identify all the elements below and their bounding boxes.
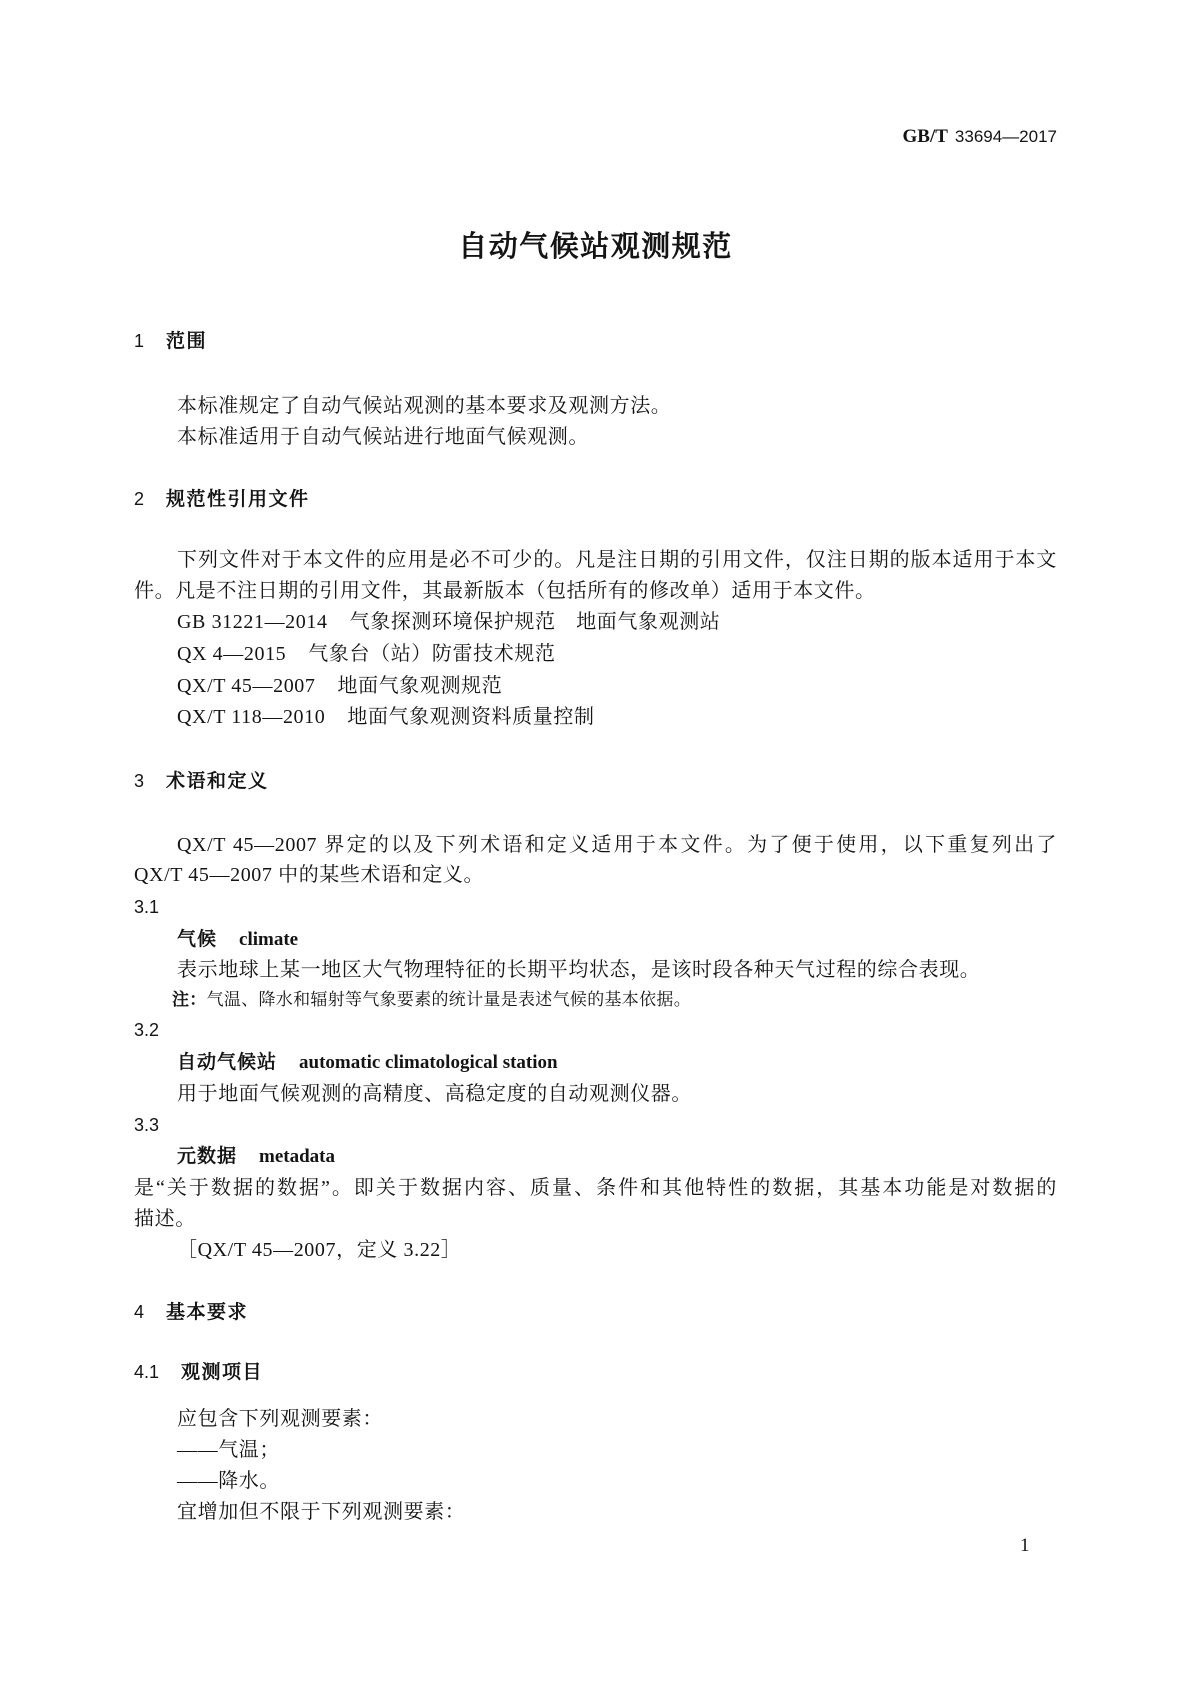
- reference-code: GB 31221—2014: [177, 611, 328, 633]
- term-entry: [177, 1050, 558, 1074]
- subsection-number: 4.1: [134, 1362, 160, 1382]
- reference-code: QX/T 118—2010: [177, 706, 326, 728]
- subsection-heading-observation-items: [134, 1360, 263, 1384]
- clause-number: 3.3: [134, 1115, 160, 1135]
- term-zh: 气候: [177, 929, 218, 950]
- reference-title: 地面气象观测资料质量控制: [347, 706, 595, 728]
- page-number: 1: [1020, 1535, 1030, 1556]
- term-en: automatic climatological station: [299, 1052, 558, 1073]
- section-heading-basic-requirements: [134, 1300, 248, 1324]
- reference-title: 气象探测环境保护规范 地面气象观测站: [349, 611, 721, 633]
- paragraph-line: QX/T 45—2007 中的某些术语和定义。: [134, 864, 485, 886]
- clause-number: 3.2: [134, 1020, 160, 1040]
- term-zh: 自动气候站: [177, 1052, 278, 1073]
- document-title: 自动气候站观测规范: [458, 231, 733, 263]
- source-citation: ［QX/T 45—2007，定义 3.22］: [177, 1239, 462, 1261]
- clause-number: 3.1: [134, 897, 160, 917]
- paragraph-line: 宜增加但不限于下列观测要素：: [177, 1501, 466, 1523]
- section-title: 规范性引用文件: [166, 489, 310, 510]
- term-en: metadata: [259, 1146, 335, 1167]
- reference-title: 地面气象观测规范: [337, 675, 503, 697]
- reference-code: QX/T 45—2007: [177, 675, 316, 697]
- paragraph-line: 应包含下列观测要素：: [177, 1408, 383, 1430]
- section-heading-normative-references: [134, 487, 310, 511]
- standard-code-number: 33694—2017: [954, 127, 1057, 146]
- standard-code-prefix: GB/T: [902, 126, 948, 147]
- section-title: 术语和定义: [166, 771, 269, 792]
- section-number: 3: [134, 771, 145, 791]
- paragraph-line: 下列文件对于本文件的应用是必不可少的。凡是注日期的引用文件，仅注日期的版本适用于本文: [177, 549, 1057, 571]
- standard-code: [903, 125, 1058, 149]
- term-definition: 用于地面气候观测的高精度、高稳定度的自动观测仪器。: [177, 1083, 692, 1105]
- section-number: 1: [134, 331, 145, 351]
- reference-item: [177, 705, 595, 729]
- subsection-title: 观测项目: [181, 1362, 264, 1383]
- list-item: ——降水。: [177, 1470, 280, 1492]
- paragraph-line: 本标准适用于自动气候站进行地面气候观测。: [177, 426, 589, 448]
- section-title: 范围: [166, 331, 208, 352]
- term-en: climate: [239, 929, 299, 950]
- reference-item: [177, 610, 720, 634]
- term-definition: 描述。: [134, 1208, 196, 1230]
- section-heading-terms-definitions: [134, 769, 269, 793]
- section-title: 基本要求: [166, 1302, 249, 1323]
- term-entry: [177, 927, 298, 951]
- section-number: 2: [134, 489, 145, 509]
- paragraph-line: 件。凡是不注日期的引用文件，其最新版本（包括所有的修改单）适用于本文件。: [134, 580, 876, 602]
- paragraph-line: QX/T 45—2007 界定的以及下列术语和定义适用于本文件。为了便于使用，以下重复列出了: [177, 834, 1057, 856]
- reference-item: [177, 674, 502, 698]
- term-zh: 元数据: [177, 1146, 238, 1167]
- reference-item: [177, 642, 556, 666]
- note: [172, 990, 691, 1010]
- list-item: ——气温；: [177, 1439, 280, 1461]
- term-definition: 表示地球上某一地区大气物理特征的长期平均状态，是该时段各种天气过程的综合表现。: [177, 959, 981, 981]
- paragraph-line: 本标准规定了自动气候站观测的基本要求及观测方法。: [177, 395, 672, 417]
- term-definition: 是“关于数据的数据”。即关于数据内容、质量、条件和其他特性的数据，其基本功能是对数据的: [134, 1177, 1057, 1199]
- term-entry: [177, 1144, 335, 1168]
- section-number: 4: [134, 1302, 145, 1322]
- note-label: 注：: [172, 990, 207, 1009]
- reference-code: QX 4—2015: [177, 643, 287, 665]
- section-heading-scope: [134, 329, 207, 353]
- note-text: 气温、降水和辐射等气象要素的统计量是表述气候的基本依据。: [206, 990, 692, 1009]
- reference-title: 气象台（站）防雷技术规范: [308, 643, 556, 665]
